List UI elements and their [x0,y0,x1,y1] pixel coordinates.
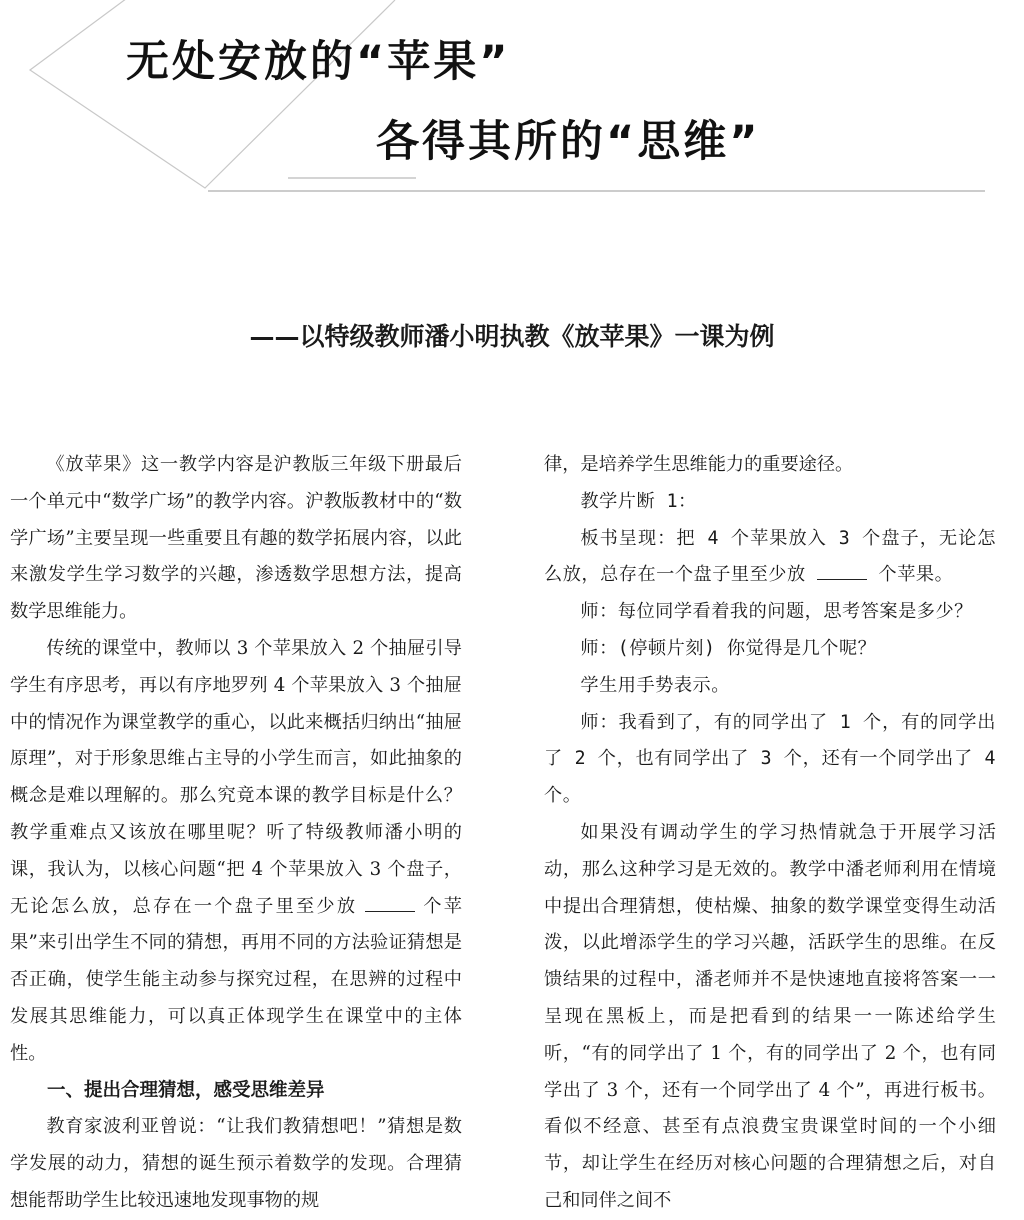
board-text-head: 板书呈现：把 4 个苹果放入 3 个盘子，无论怎么放，总存在一个盘子里至少放 [544,527,996,586]
transcript-line-3: 学生用手势表示。 [580,674,730,696]
title-line-1-suffix: ” [479,37,511,87]
paragraph-polya-continued: 律，是培养学生思维能力的重要途径。 [544,454,854,475]
paragraph-traditional [10,631,462,1073]
title-line-1 [126,28,511,89]
transcript-line-1: 师：每位同学看着我的问题，思考答案是多少？ [580,601,973,623]
paragraph-traditional-tail: 个苹果”来引出学生不同的猜想，再用不同的方法验证猜想是否正确，使学生能主动参与探究过程，在思辨的过程中发展其思维能力，可以真正体现学生在课堂中的主体性。 [10,895,462,1064]
transcript-line-4: 师：我看到了，有的同学出了 1 个，有的同学出了 2 个，也有同学出了 3 个，还有一个同学出了 4 个。 [544,711,996,807]
title-line-2 [376,108,761,169]
board-text [544,521,996,595]
section-heading-1: 一、提出合理猜想，感受思维差异 [47,1079,325,1101]
right-column [544,447,996,1220]
segment-label: 教学片断 1： [580,490,697,512]
paragraph-analysis: 如果没有调动学生的学习热情就急于开展学习活动，那么这种学习是无效的。教学中潘老师利用在情境中提出合理猜想，使枯燥、抽象的数学课堂变得生动活泼，以此增添学生的学习兴趣，活跃学生的思维。在反馈结果的过程中，潘老师并不是快速地直接将答案一一呈现在黑板上，而是把看到的结果一一陈述给学生听，“有的同学出了 1 个，有的同学出了 2 个，也有同学出了 3 个，还有一个同学出了 4 个”，再进行板书。看似不经意、甚至有点浪费宝贵课堂时间的一个小细节，却让学生在经历对核心问题的合理猜想之后，对自己和同伴之间不 [544,821,996,1211]
paragraph-traditional-head: 传统的课堂中，教师以 3 个苹果放入 2 个抽屉引导学生有序思考，再以有序地罗列 4 个苹果放入 3 个抽屉中的情况作为课堂教学的重心，以此来概括归纳出“抽屉原理”，对于形象思维占主导的小学生而言，如此抽象的概念是难以理解的。那么究竟本课的教学目标是什么？教学重难点又该放在哪里呢？听了特级教师潘小明的课，我认为，以核心问题“把 4 个苹果放入 3 个盘子，无论怎么放，总存在一个盘子里至少放 [10,637,462,917]
answer-blank [365,897,415,912]
board-text-tail: 个苹果。 [878,564,954,586]
board-answer-blank [817,565,867,580]
title-line-2-emphasis: 思维 [637,117,730,167]
title-line-1-emphasis: 苹果 [387,37,480,87]
transcript-line-2: 师：(停顿片刻) 你觉得是几个呢？ [580,637,877,659]
subtitle: ——以特级教师潘小明执教《放苹果》一课为例 [249,322,775,351]
paragraph-intro: 《放苹果》这一教学内容是沪教版三年级下册最后一个单元中“数学广场”的教学内容。沪教版教材中的“数学广场”主要呈现一些重要且有趣的数学拓展内容，以此来激发学生学习数学的兴趣，渗透数学思想方法，提高数学思维能力。 [10,454,462,623]
title-line-2-prefix: 各得其所的“ [376,117,638,167]
title-line-2-suffix: ” [729,117,761,167]
paragraph-polya: 教育家波利亚曾说：“让我们教猜想吧！”猜想是数学发展的动力，猜想的诞生预示着数学的发现。合理猜想能帮助学生比较迅速地发现事物的规 [10,1116,462,1211]
title-line-1-prefix: 无处安放的“ [126,37,388,87]
left-column [10,447,462,1220]
